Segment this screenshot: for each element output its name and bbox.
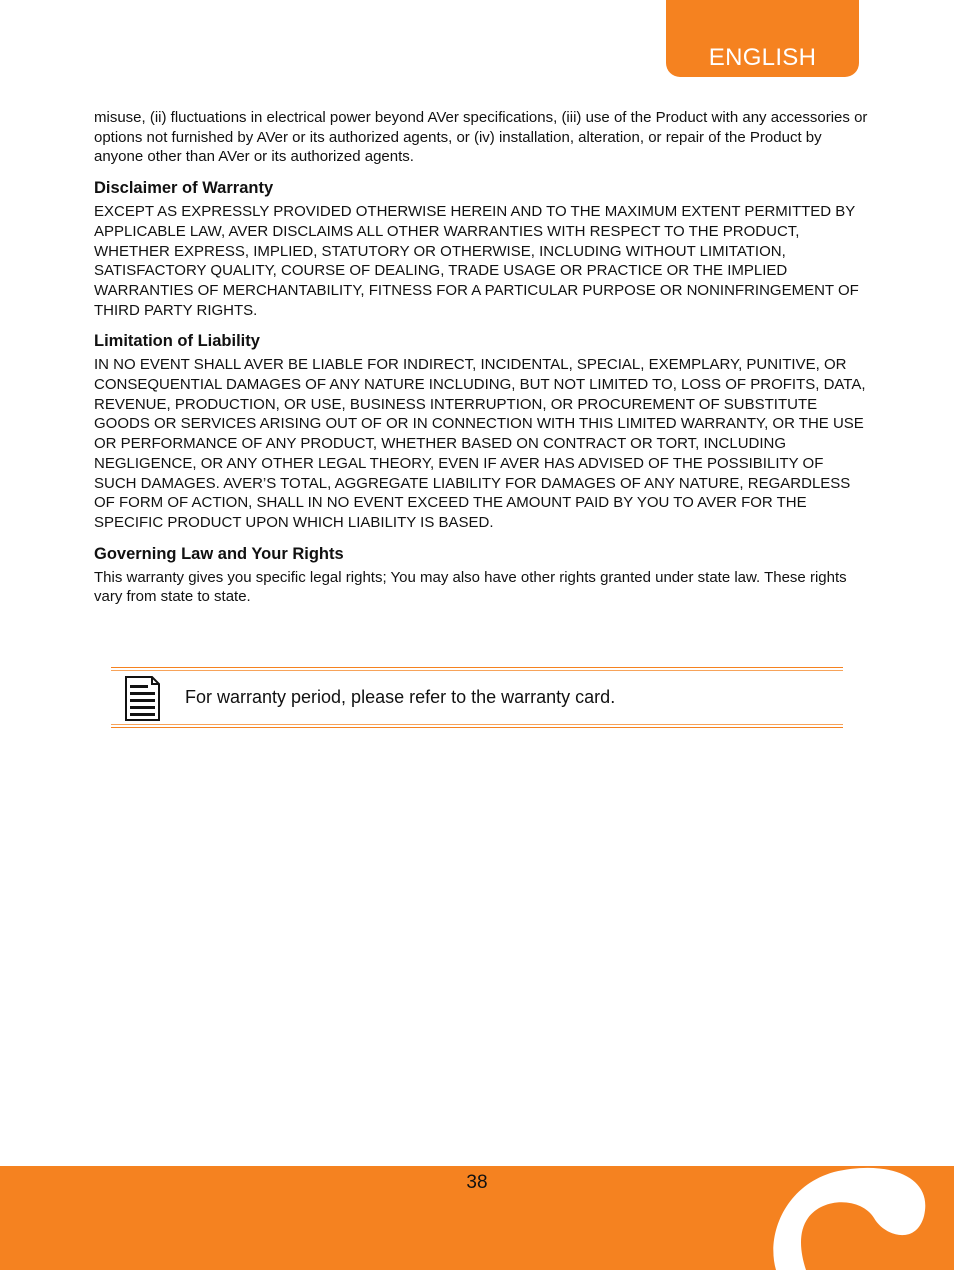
language-tab-label: ENGLISH <box>708 44 817 71</box>
section-text-liability: IN NO EVENT SHALL AVER BE LIABLE FOR INDIRECT, INCIDENTAL, SPECIAL, EXEMPLARY, PUNITIVE, OR CONSEQUENTIAL DAMAGES OF ANY NATURE INCLUDING, BUT NOT LIMITED TO, LOSS OF PROFITS, DATA, REVENUE, PRODUCTION, OR USE, BUSINESS INTERRUPTION, OR PROCUREMENT OF SUBSTITUTE GOODS OR SERVICES ARISING OUT OF OR IN CONNECTION WITH THIS LIMITED WARRANTY, OR THE USE OR PERFORMANCE OF ANY PRODUCT, WHETHER BASED ON CONTRACT OR TORT, INCLUDING NEGLIGENCE, OR ANY OTHER LEGAL THEORY, EVEN IF AVER HAS ADVISED OF THE POSSIBILITY OF SUCH DAMAGES. AVER’S TOTAL, AGGREGATE LIABILITY FOR DAMAGES OF ANY NATURE, REGARDLESS OF FORM OF ACTION, SHALL IN NO EVENT EXCEED THE AMOUNT PAID BY YOU TO AVER FOR THE SPECIFIC PRODUCT UPON WHICH LIABILITY IS BASED. <box>94 356 866 531</box>
note-bottom-rule <box>111 727 843 728</box>
note-top-rule <box>111 667 843 668</box>
section-heading-governing-law: Governing Law and Your Rights <box>94 544 344 563</box>
aver-swoosh-logo-icon <box>764 1166 954 1270</box>
page-content <box>94 108 869 607</box>
page-number: 38 <box>466 1172 488 1193</box>
note-text: For warranty period, please refer to the warranty card. <box>185 687 616 707</box>
section-text-governing-law: This warranty gives you specific legal rights; You may also have other rights granted under state law. These rights vary from state to state. <box>94 568 847 606</box>
section-text-disclaimer: EXCEPT AS EXPRESSLY PROVIDED OTHERWISE HEREIN AND TO THE MAXIMUM EXTENT PERMITTED BY APPLICABLE LAW, AVER DISCLAIMS ALL OTHER WARRANTIES WITH RESPECT TO THE PRODUCT, WHETHER EXPRESS, IMPLIED, STATUTORY OR OTHERWISE, INCLUDING WITHOUT LIMITATION, SATISFACTORY QUALITY, COURSE OF DEALING, TRADE USAGE OR PRACTICE OR THE IMPLIED WARRANTIES OF MERCHANTABILITY, FITNESS FOR A PARTICULAR PURPOSE OR NONINFRINGEMENT OF THIRD PARTY RIGHTS. <box>94 203 859 319</box>
section-heading-liability: Limitation of Liability <box>94 332 260 351</box>
note-box <box>111 667 843 729</box>
intro-paragraph: misuse, (ii) fluctuations in electrical power beyond AVer specifications, (iii) use of the Product with any accessories or options not furnished by AVer or its authorized agents, or (iv) installation, alteration, or repair of the Product by anyone other than AVer or its authorized agents. <box>94 109 868 166</box>
note-document-icon <box>124 675 161 722</box>
section-heading-disclaimer: Disclaimer of Warranty <box>94 179 274 198</box>
language-tab <box>666 0 859 77</box>
footer-bar <box>0 1166 954 1270</box>
note-top-rule-inner <box>111 670 843 671</box>
note-bottom-rule-inner <box>111 724 843 725</box>
